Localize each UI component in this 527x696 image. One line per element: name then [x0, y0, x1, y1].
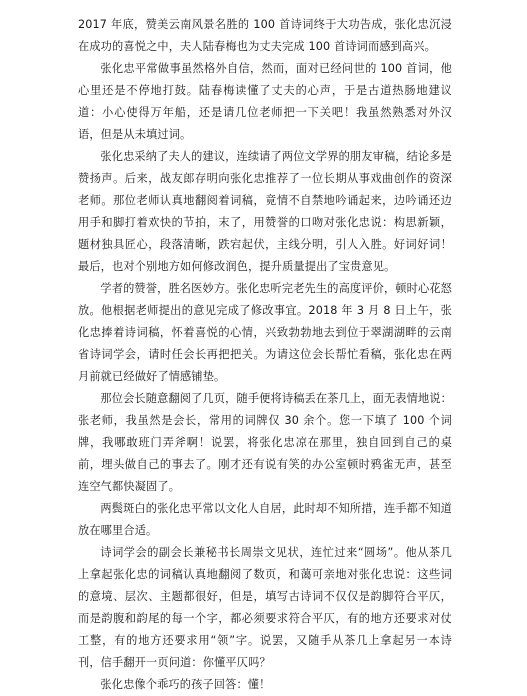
paragraph-1: 2017 年底，赞美云南风景名胜的 100 首诗词终于大功告成，张化忠沉浸在成功的喜悦之中，夫人陆春梅也为丈夫完成 100 首诗词而感到高兴。	[78, 18, 452, 53]
paragraph-4: 学者的赞誉，胜名医妙方。张化忠听完老先生的高度评价，顿时心花怒放。他根据老师提出的意见完成了修改事宜。2018 年 3 月 8 日上午，张化忠捧着诗词稿，怀着喜悦的心情，兴致勃勃地去到位于翠湖湖畔的云南省诗词学会，请时任会长再把把关。为请这位会长帮忙看稿，张化忠在两月前就已经做好了情感铺垫。	[78, 282, 452, 383]
paragraph-7: 诗词学会的副会长兼秘书长周崇文见状，连忙过来“圆场”。他从茶几上拿起张化忠的词稿认真地翻阅了数页，和蔼可亲地对张化忠说：这些词的意境、层次、主题都很好，但是，填写古诗词不仅仅是韵脚符合平仄，而是韵腹和韵尾的每一个字，都必须要求符合平仄，有的地方还要求对仗工整，有的地方还要求用“领”字。说罢，又随手从茶几上拿起另一本诗刊，信手翻开一页问道：你懂平仄吗？	[78, 546, 452, 669]
paragraph-6: 两鬓斑白的张化忠平常以文化人自居，此时却不知所措，连手都不知道放在哪里合适。	[78, 502, 452, 537]
paragraph-5: 那位会长随意翻阅了几页，随手便将诗稿丢在茶几上，面无表情地说：张老师，我虽然是会长，常用的词牌仅 30 余个。您一下填了 100 个词牌，我哪敢班门弄斧啊！说罢，将张化忠凉在那里，独自回到自己的桌前，埋头做自己的事去了。刚才还有说有笑的办公室顿时鸦雀无声，甚至连空气都快凝固了。	[78, 392, 452, 493]
paragraph-2: 张化忠平常做事虽然格外自信，然而，面对已经问世的 100 首词，他心里还是不停地打鼓。陆春梅读懂了丈夫的心声，于是古道热肠地建议道：小心使得万年船，还是请几位老师把一下关吧！我虽然熟悉对外汉语，但是从未填过词。	[78, 62, 452, 141]
paragraph-3: 张化忠采纳了夫人的建议，连续请了两位文学界的朋友审稿，结论多是赞扬声。后来，战友郎存明向张化忠推荐了一位长期从事戏曲创作的资深老师。那位老师认真地翻阅着词稿，竟情不自禁地吟诵起来，边吟诵还边用手和脚打着欢快的节拍，末了，用赞誉的口吻对张化忠说：构思新颖，题材独具匠心，段落清晰，跌宕起伏，主线分明，引人入胜。好词好词！最后，也对个别地方如何修改润色，提升质量提出了宝贵意见。	[78, 150, 452, 273]
document-body	[78, 14, 452, 696]
paragraph-8: 张化忠像个乖巧的孩子回答：懂！	[100, 678, 271, 691]
